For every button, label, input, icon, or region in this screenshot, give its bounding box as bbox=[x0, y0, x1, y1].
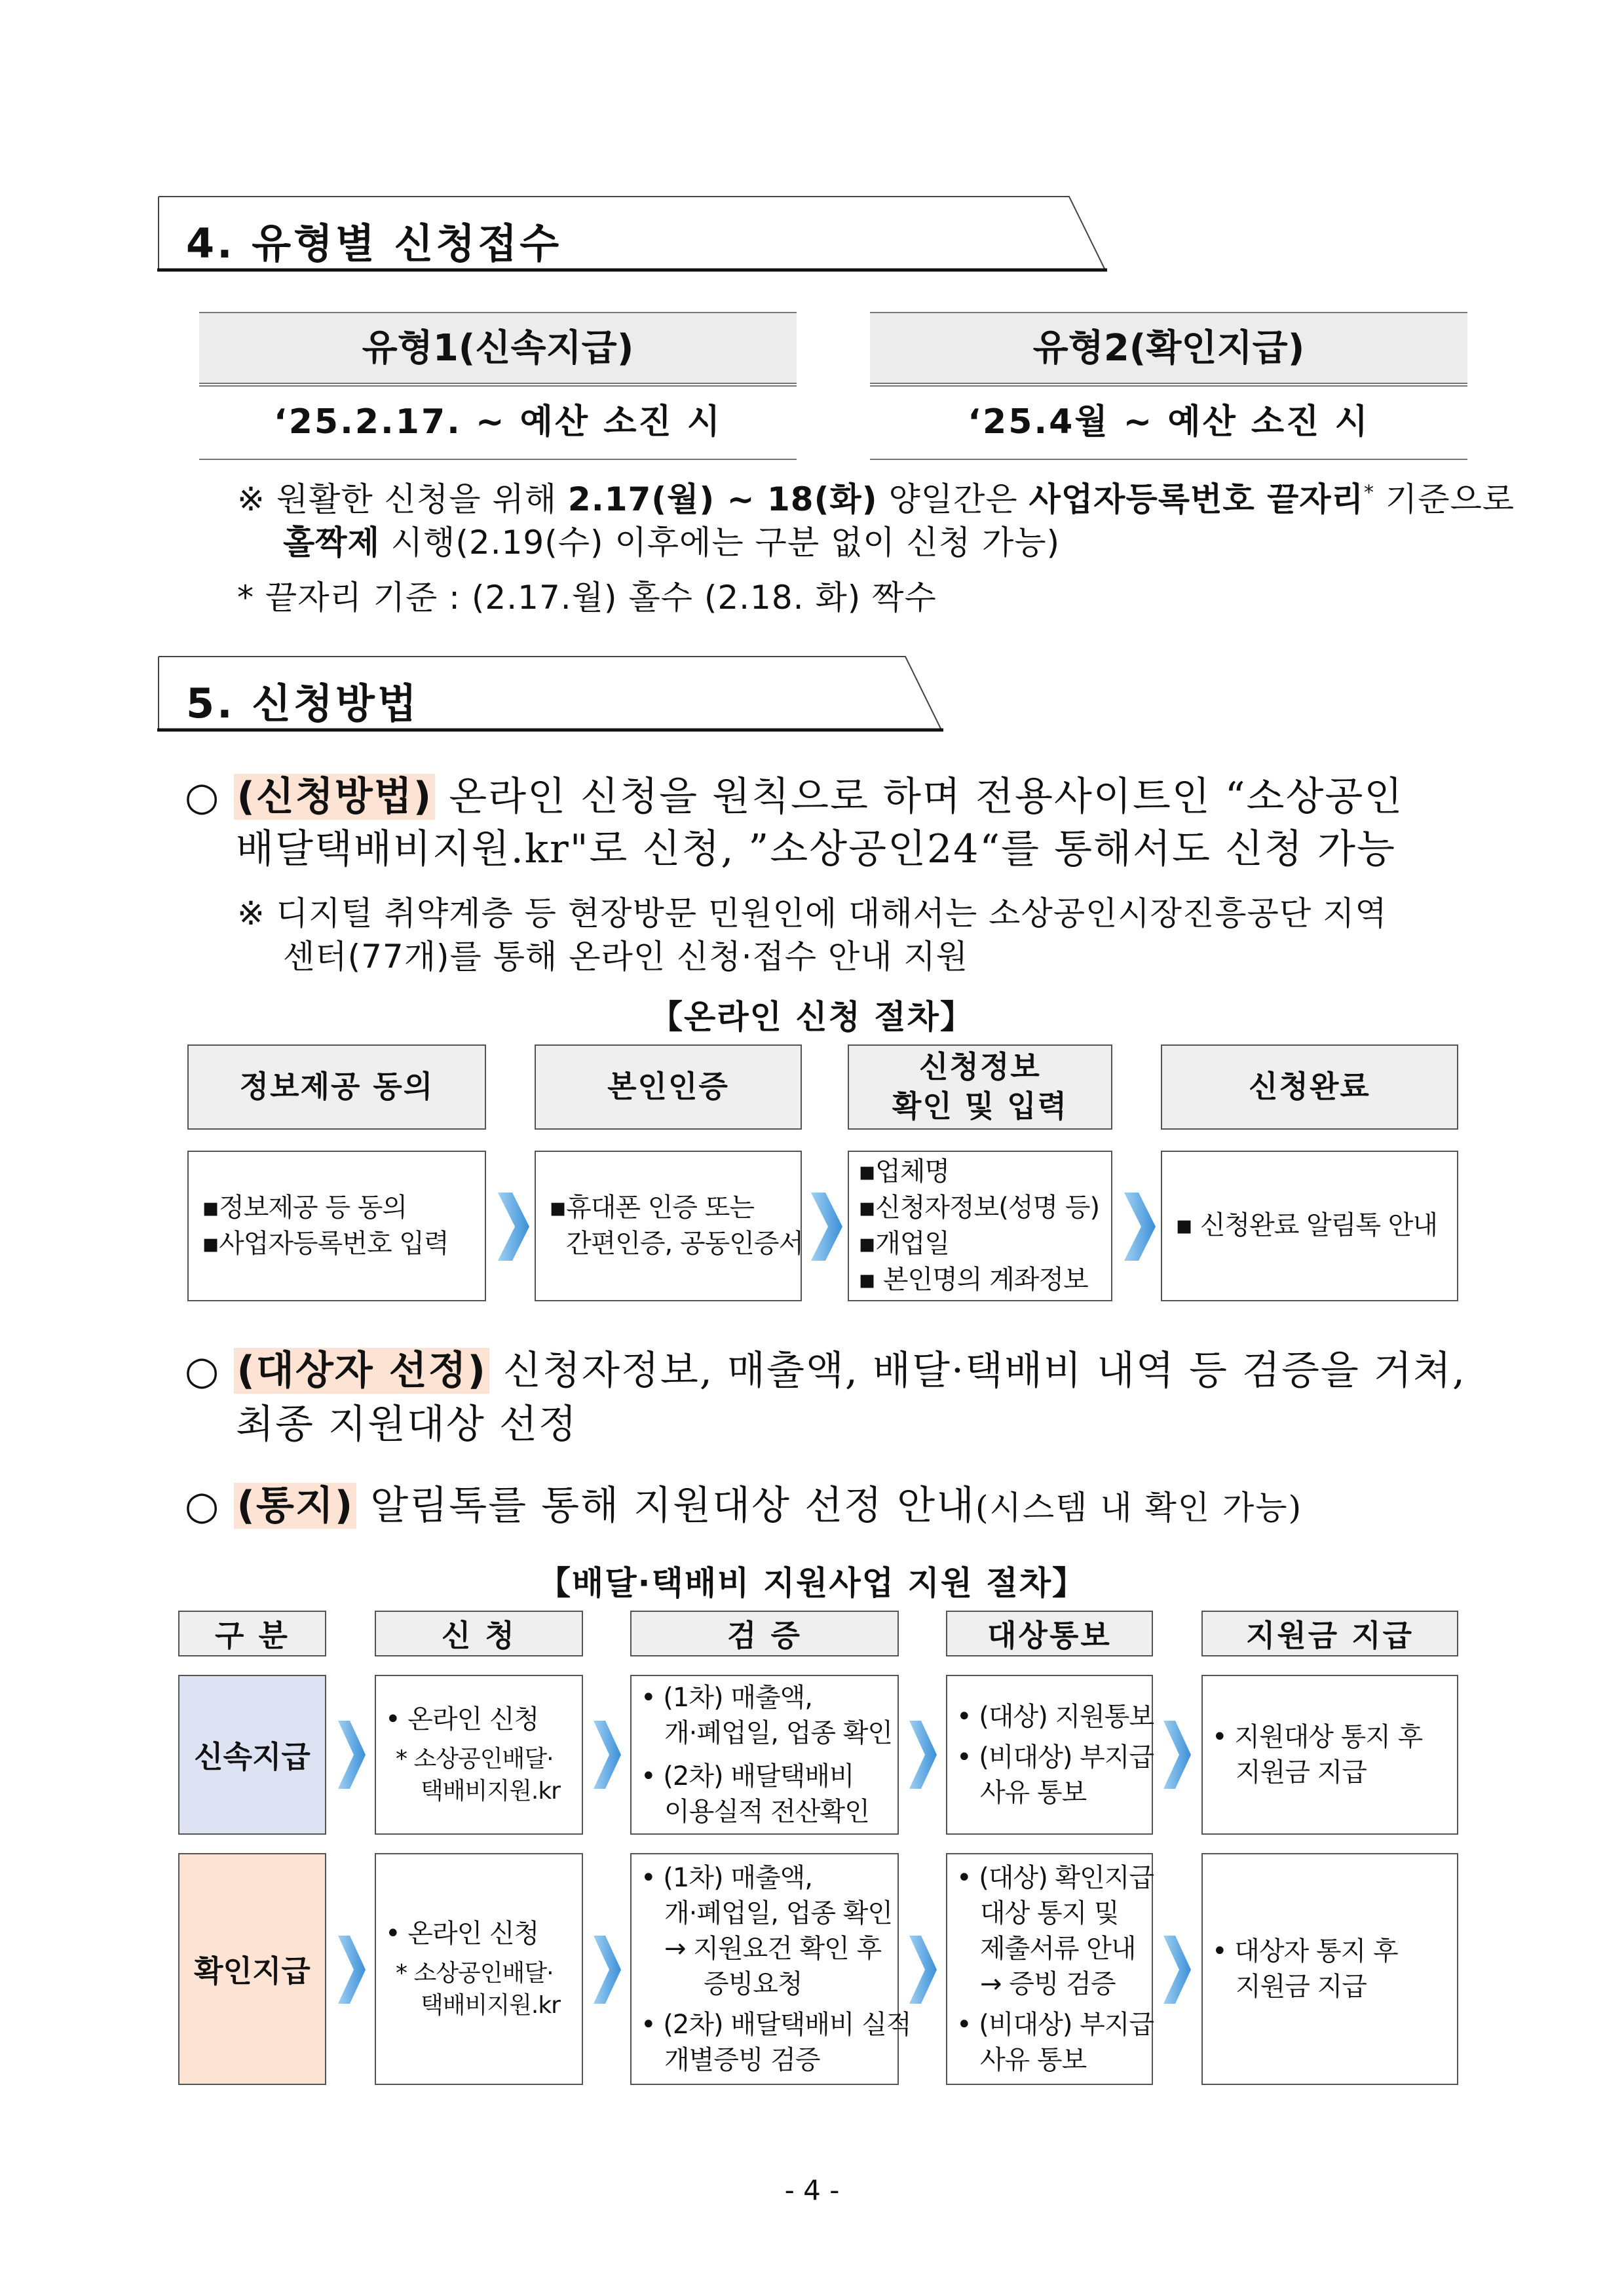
row1-verify: • (1차) 매출액, 개·폐업일, 업종 확인 • (2차) 배달택배비 이용실적 전산확인 bbox=[630, 1675, 899, 1835]
table-header-category: 구 분 bbox=[178, 1611, 326, 1656]
row1-notify: • (대상) 지원통보 • (비대상) 부지급 사유 통보 bbox=[946, 1675, 1153, 1835]
row-label-confirm: 확인지급 bbox=[178, 1853, 326, 2085]
table-header-apply: 신 청 bbox=[375, 1611, 583, 1656]
row2-apply: • 온라인 신청 * 소상공인배달· 택배비지원.kr bbox=[375, 1853, 583, 2085]
type1-period: ‘25.2.17. ~ 예산 소진 시 bbox=[199, 387, 797, 460]
notice-label: (통지) bbox=[234, 1483, 356, 1529]
step3-body: ▪업체명 ▪신청자정보(성명 등) ▪개업일 ▪ 본인명의 계좌정보 bbox=[848, 1151, 1112, 1301]
method-line1: ○ (신청방법) 온라인 신청을 원칙으로 하며 전용사이트인 “소상공인 bbox=[185, 774, 1404, 820]
online-process-caption: 【온라인 신청 절차】 bbox=[650, 998, 974, 1036]
section5-header bbox=[157, 655, 943, 733]
selection-line1: ○ (대상자 선정) 신청자정보, 매출액, 배달·택배비 내역 등 검증을 거쳐, bbox=[185, 1348, 1466, 1394]
type2-title: 유형2(확인지급) bbox=[870, 312, 1467, 383]
table-arrow-icon bbox=[1163, 1721, 1191, 1789]
section5-title: 5. 신청방법 bbox=[186, 679, 419, 727]
section4-note2: * 끝자리 기준 : (2.17.월) 홀수 (2.18. 화) 짝수 bbox=[237, 579, 937, 617]
step4-body: ▪ 신청완료 알림톡 안내 bbox=[1161, 1151, 1458, 1301]
section4-note1-line1: ※ 원활한 신청을 위해 2.17(월) ~ 18(화) 양일간은 사업자등록번호 끝자리* 기준으로 bbox=[237, 480, 1515, 518]
section4-note1-line2: 홀짝제 시행(2.19(수) 이후에는 구분 없이 신청 가능) bbox=[283, 524, 1061, 562]
table-arrow-icon bbox=[338, 1936, 366, 2004]
table-arrow-icon bbox=[909, 1936, 937, 2004]
step-arrow-icon bbox=[1124, 1193, 1156, 1261]
section4-header bbox=[157, 195, 1107, 273]
table-arrow-icon bbox=[594, 1936, 621, 2004]
step3-head: 신청정보 확인 및 입력 bbox=[848, 1044, 1112, 1130]
row2-pay: • 대상자 통지 후 지원금 지급 bbox=[1201, 1853, 1458, 2085]
step1-head: 정보제공 동의 bbox=[187, 1044, 486, 1130]
selection-label: (대상자 선정) bbox=[234, 1348, 489, 1394]
row1-apply: • 온라인 신청 * 소상공인배달· 택배비지원.kr bbox=[375, 1675, 583, 1835]
method-line2: 배달택배비지원.kr"로 신청, ”소상공인24“를 통해서도 신청 가능 bbox=[236, 826, 1396, 872]
step2-body: ▪휴대폰 인증 또는 간편인증, 공동인증서 bbox=[535, 1151, 802, 1301]
step-arrow-icon bbox=[498, 1193, 529, 1261]
method-note-line1: ※ 디지털 취약계층 등 현장방문 민원인에 대해서는 소상공인시장진흥공단 지역 bbox=[237, 894, 1388, 932]
table-arrow-icon bbox=[909, 1721, 937, 1789]
step1-body: ▪정보제공 등 동의 ▪사업자등록번호 입력 bbox=[187, 1151, 486, 1301]
row1-pay: • 지원대상 통지 후 지원금 지급 bbox=[1201, 1675, 1458, 1835]
row2-notify: • (대상) 확인지급 대상 통지 및 제출서류 안내 → 증빙 검증 • (비대상) 부지급 사유 통보 bbox=[946, 1853, 1153, 2085]
table-header-verify: 검 증 bbox=[630, 1611, 899, 1656]
method-note-line2: 센터(77개)를 통해 온라인 신청·접수 안내 지원 bbox=[283, 938, 969, 976]
section4-title: 4. 유형별 신청접수 bbox=[186, 220, 562, 267]
step2-head: 본인인증 bbox=[535, 1044, 802, 1130]
table-header-pay: 지원금 지급 bbox=[1201, 1611, 1458, 1656]
support-process-caption: 【배달·택배비 지원사업 지원 절차】 bbox=[537, 1564, 1087, 1602]
selection-line2: 최종 지원대상 선정 bbox=[236, 1402, 578, 1447]
table-arrow-icon bbox=[338, 1721, 366, 1789]
page-number: - 4 - bbox=[784, 2174, 840, 2206]
table-arrow-icon bbox=[594, 1721, 621, 1789]
step4-head: 신청완료 bbox=[1161, 1044, 1458, 1130]
table-arrow-icon bbox=[1163, 1936, 1191, 2004]
table-header-notify: 대상통보 bbox=[946, 1611, 1153, 1656]
type1-title: 유형1(신속지급) bbox=[199, 312, 797, 383]
method-label: (신청방법) bbox=[234, 774, 435, 820]
row-label-fast: 신속지급 bbox=[178, 1675, 326, 1835]
notice-line: ○ (통지) 알림톡를 통해 지원대상 선정 안내(시스템 내 확인 가능) bbox=[185, 1483, 1303, 1529]
row2-verify: • (1차) 매출액, 개·폐업일, 업종 확인 → 지원요건 확인 후 증빙요청 • (2차) 배달택배비 실적 개별증빙 검증 bbox=[630, 1853, 899, 2085]
step-arrow-icon bbox=[811, 1193, 842, 1261]
type2-period: ‘25.4월 ~ 예산 소진 시 bbox=[870, 387, 1467, 460]
